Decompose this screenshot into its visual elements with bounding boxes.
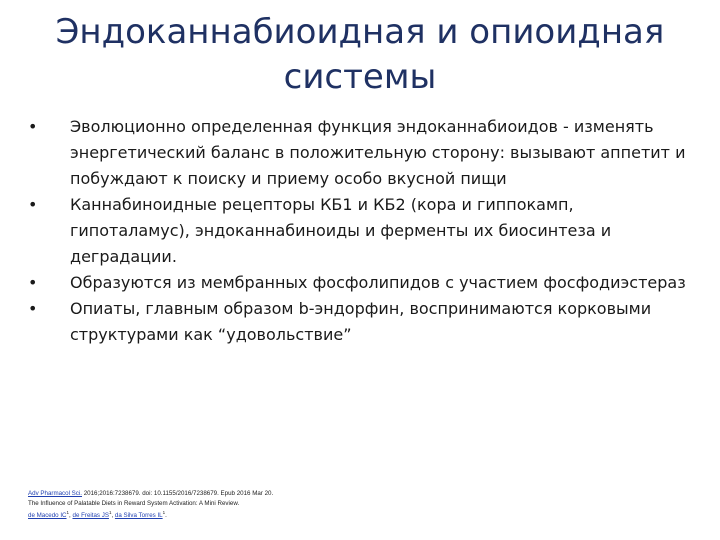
authors-line bbox=[28, 508, 448, 521]
author-affiliation: 1 bbox=[66, 510, 70, 515]
bullet-item bbox=[26, 270, 698, 296]
citation-text: 2016;2016:7238679. doi: 10.1155/2016/7238679. Epub 2016 Mar 20. bbox=[82, 490, 274, 497]
author-separator: , bbox=[111, 512, 115, 520]
bullet-text: Образуются из мембранных фосфолипидов с участием фосфодиэстераз bbox=[70, 273, 686, 292]
bullet-marker: • bbox=[28, 273, 38, 292]
bullet-marker: • bbox=[28, 195, 38, 214]
author-link[interactable]: da Silva Torres IL bbox=[114, 512, 163, 520]
reference-footnote bbox=[28, 489, 448, 521]
bullet-item bbox=[26, 296, 698, 348]
authors-end: . bbox=[165, 512, 167, 520]
title-line-1: Эндоканнабиоидная и опиоидная bbox=[55, 12, 665, 52]
title-line-2: системы bbox=[283, 57, 437, 97]
journal-link[interactable]: Adv Pharmacol Sci. bbox=[28, 490, 82, 497]
slide-title bbox=[20, 10, 700, 100]
author-separator: , bbox=[69, 512, 73, 520]
bullet-text: Эволюционно определенная функция эндоканнабиоидов - изменять энергетический баланс в положительную сторону: вызывают аппетит и побуждают к поиску и приему особо вкусной пищи bbox=[70, 117, 686, 188]
article-title: The Influence of Palatable Diets in Reward System Activation: A Mini Review. bbox=[28, 499, 240, 507]
author-link[interactable]: de Freitas JS bbox=[72, 512, 109, 520]
bullet-item bbox=[26, 192, 698, 270]
author-link[interactable]: de Macedo IC bbox=[28, 512, 67, 520]
reference-citation-line bbox=[28, 489, 448, 499]
bullet-item bbox=[26, 114, 698, 192]
bullet-marker: • bbox=[28, 117, 38, 136]
bullet-list bbox=[26, 114, 698, 348]
bullet-text: Каннабиноидные рецепторы КБ1 и КБ2 (кора и гиппокамп, гипоталамус), эндоканнабиноиды и ферменты их биосинтеза и деградации. bbox=[70, 195, 612, 266]
author-affiliation: 1 bbox=[162, 510, 166, 515]
bullet-marker: • bbox=[28, 299, 38, 318]
bullet-text: Опиаты, главным образом b-эндорфин, воспринимаются корковыми структурами как “удовольствие” bbox=[70, 299, 652, 344]
author-affiliation: 1 bbox=[108, 510, 112, 515]
